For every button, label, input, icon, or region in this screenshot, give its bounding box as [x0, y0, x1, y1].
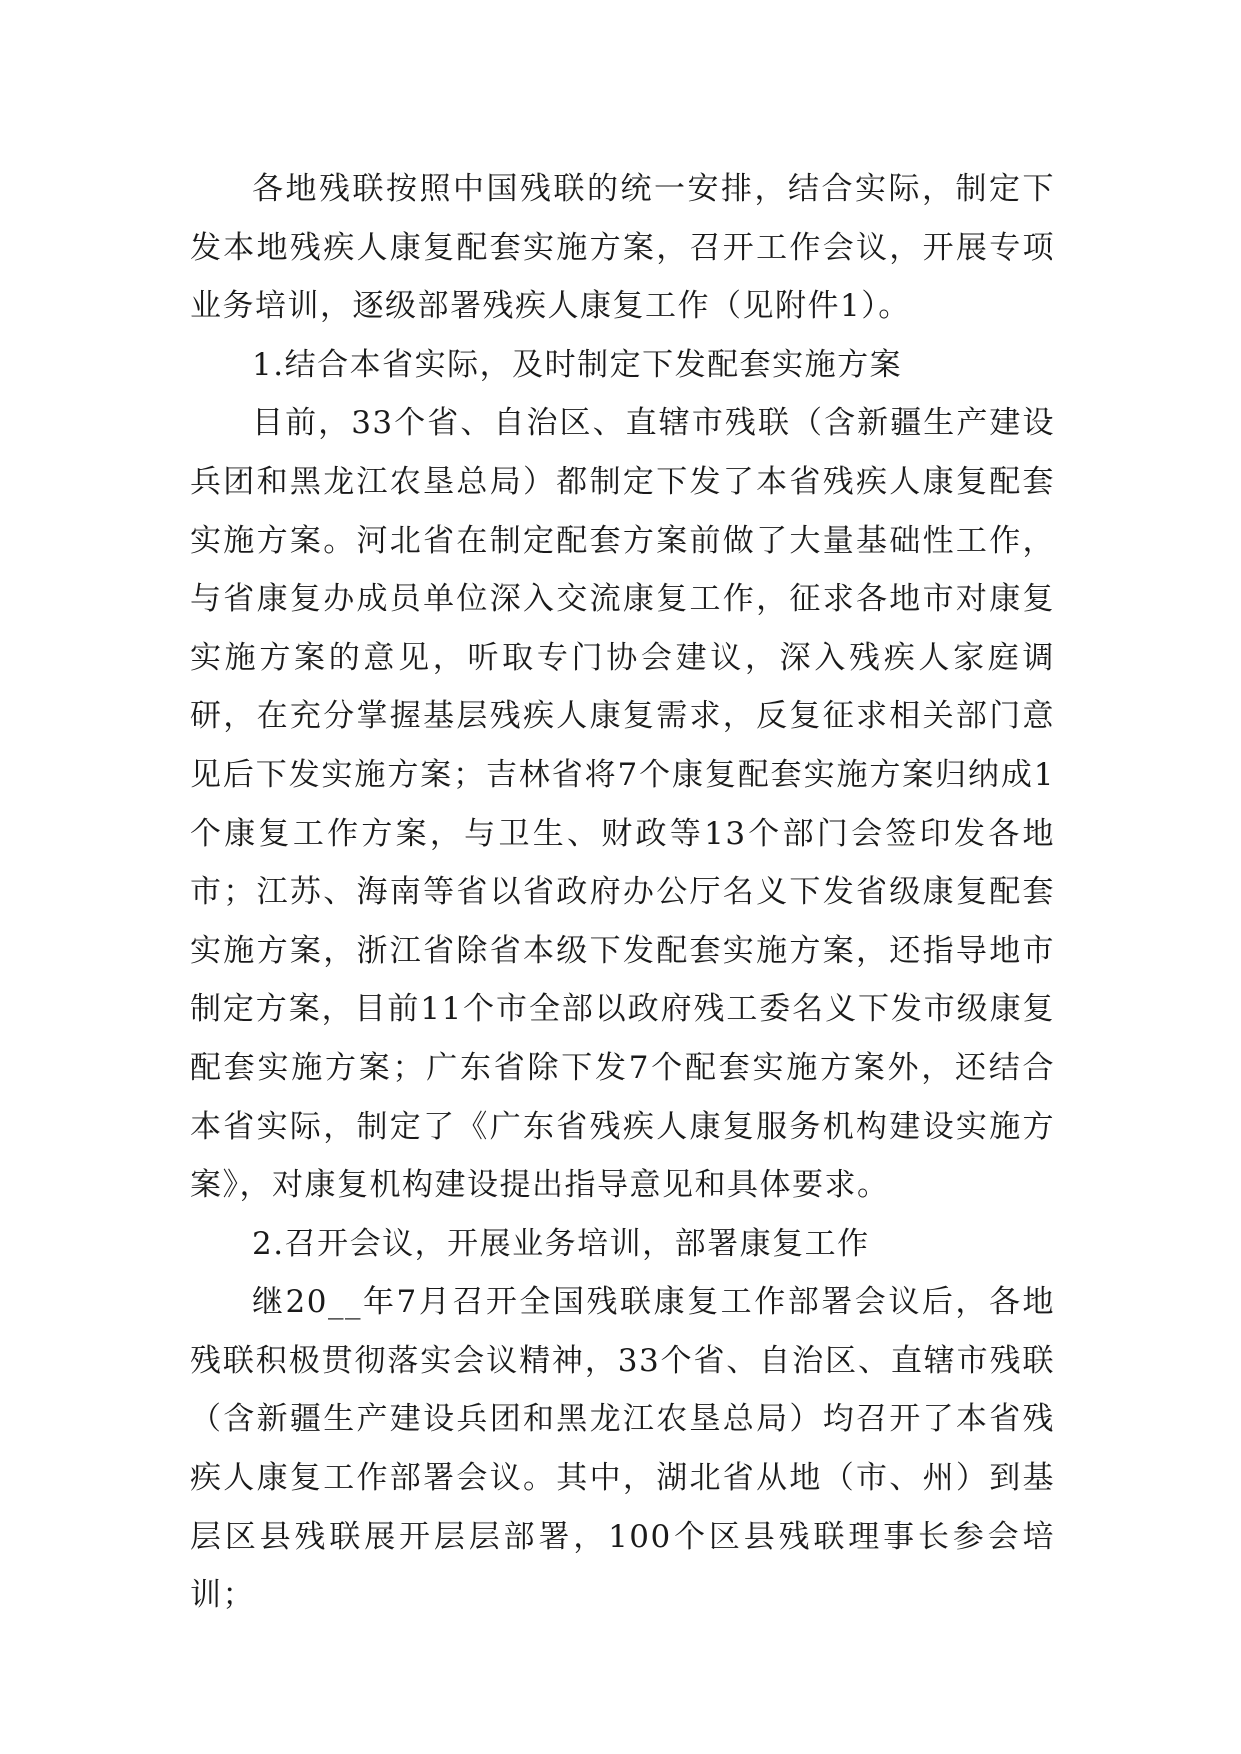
paragraph-section-1: 目前，33个省、自治区、直辖市残联（含新疆生产建设兵团和黑龙江农垦总局）都制定下发了本省残疾人康复配套实施方案。河北省在制定配套方案前做了大量基础性工作，与省康复办成员单位深入交流康复工作，征求各地市对康复实施方案的意见，听取专门协会建议，深入残疾人家庭调研，在充分掌握基层残疾人康复需求，反复征求相关部门意见后下发实施方案；吉林省将7个康复配套实施方案归纳成1个康复工作方案，与卫生、财政等13个部门会签印发各地市；江苏、海南等省以省政府办公厅名义下发省级康复配套实施方案，浙江省除省本级下发配套实施方案，还指导地市制定方案，目前11个市全部以政府残工委名义下发市级康复配套实施方案；广东省除下发7个配套实施方案外，还结合本省实际，制定了《广东省残疾人康复服务机构建设实施方案》，对康复机构建设提出指导意见和具体要求。 [190, 405, 1055, 1204]
paragraph-section-2: 继20__年7月召开全国残联康复工作部署会议后，各地残联积极贯彻落实会议精神，33个省、自治区、直辖市残联（含新疆生产建设兵团和黑龙江农垦总局）均召开了本省残疾人康复工作部署会议。其中，湖北省从地（市、州）到基层区县残联展开层层部署，100个区县残联理事长参会培训； [190, 1284, 1055, 1614]
paragraph-intro: 各地残联按照中国残联的统一安排，结合实际，制定下发本地残疾人康复配套实施方案，召开工作会议，开展专项业务培训，逐级部署残疾人康复工作（见附件1）。 [190, 171, 1055, 325]
section-heading-2: 2.召开会议，开展业务培训，部署康复工作 [252, 1225, 870, 1262]
document-body [190, 160, 1055, 1625]
section-heading-1: 1.结合本省实际，及时制定下发配套实施方案 [252, 346, 903, 383]
